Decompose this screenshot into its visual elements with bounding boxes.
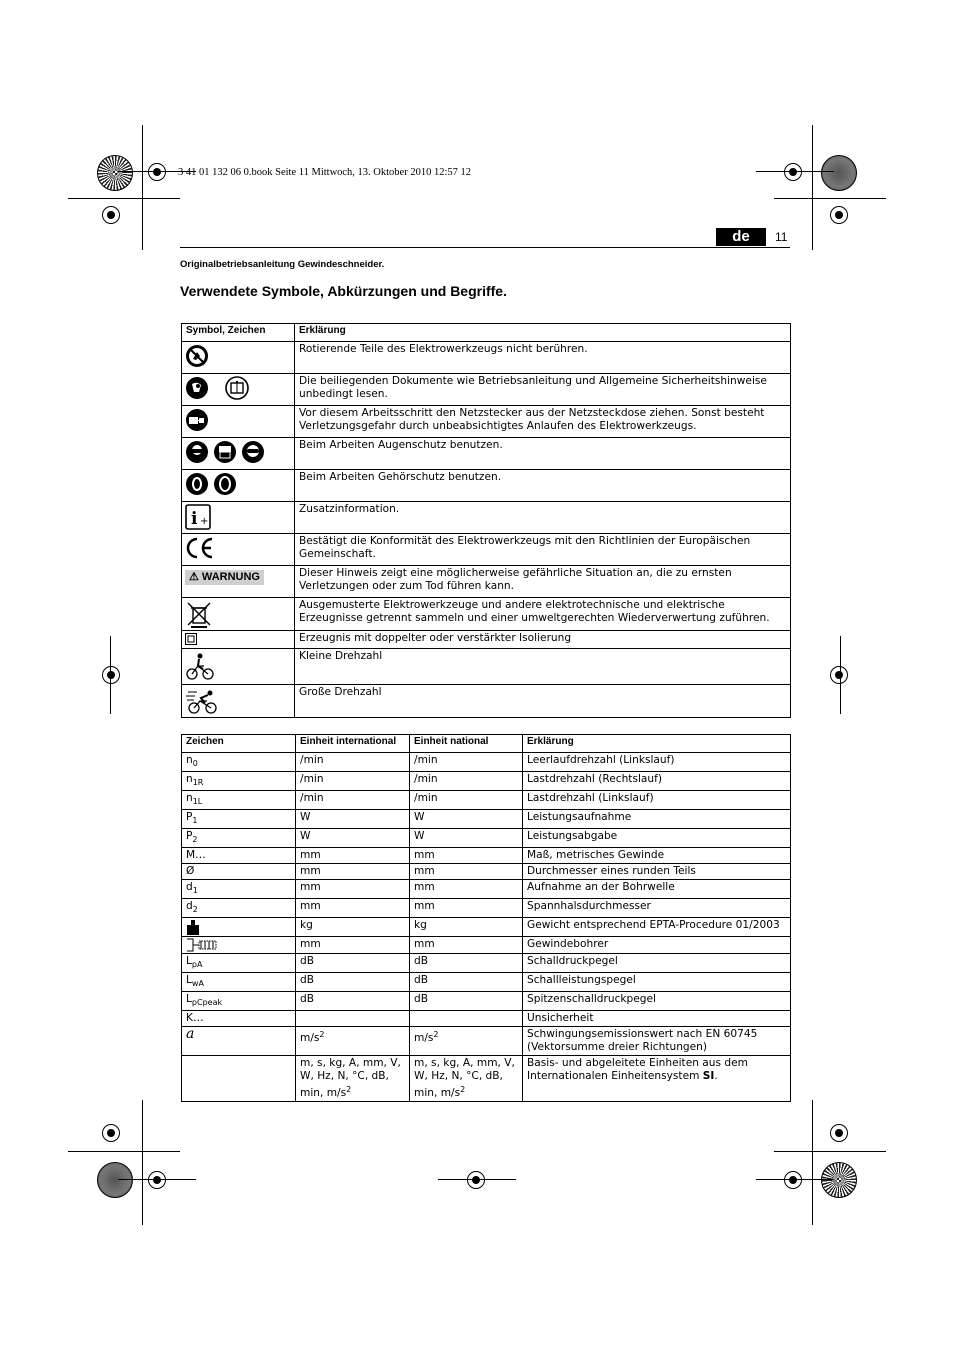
registration-mark	[102, 666, 120, 684]
svg-text:+: +	[200, 516, 209, 527]
units-row	[182, 992, 791, 1011]
unit-international-cell: mm	[296, 848, 410, 864]
unit-national-cell: /min	[410, 772, 523, 791]
symbols-table	[181, 323, 791, 718]
unit-international-cell: $m/s^2$	[296, 1027, 410, 1056]
unit-national-cell: W	[410, 810, 523, 829]
crop-line	[110, 636, 111, 714]
crop-line	[774, 198, 886, 199]
units-row	[182, 1027, 791, 1056]
registration-mark	[830, 206, 848, 224]
unit-symbol-cell: $L_{wA}$	[182, 973, 296, 992]
units-row	[182, 954, 791, 973]
registration-mark	[102, 206, 120, 224]
unit-symbol-cell	[182, 1056, 296, 1102]
unit-international-cell: mm	[296, 880, 410, 899]
symbols-row	[182, 649, 791, 685]
unit-international-cell: m, s, kg, A, mm, V, W, Hz, N, °C, dB, min, $m/s^2$	[296, 1056, 410, 1102]
unit-explanation-cell: Leistungsaufnahme	[523, 810, 791, 829]
symbol-cell	[182, 598, 295, 631]
unit-symbol-cell: M…	[182, 848, 296, 864]
units-table	[181, 734, 791, 1102]
symbol-cell	[182, 342, 295, 374]
explanation-cell: Vor diesem Arbeitsschritt den Netzstecker aus der Netzsteckdose ziehen. Sonst besteht Verletzungsgefahr durch unbeabsichtigtes Anlaufen des Elektrowerkzeugs.	[295, 406, 791, 438]
symbol-cell	[182, 566, 295, 598]
unit-explanation-cell: Schalldruckpegel	[523, 954, 791, 973]
crop-line	[68, 198, 180, 199]
units-header-national: Einheit national	[410, 735, 523, 753]
crop-line	[812, 125, 813, 250]
unit-national-cell: mm	[410, 880, 523, 899]
symbols-row	[182, 566, 791, 598]
units-row	[182, 864, 791, 880]
crop-line	[118, 1179, 196, 1180]
ce-mark-icon	[185, 536, 219, 548]
unit-national-cell: /min	[410, 791, 523, 810]
registration-mark	[784, 163, 802, 181]
symbol-cell	[182, 502, 295, 534]
unit-national-cell: $m/s^2$	[410, 1027, 523, 1056]
unit-explanation-cell: Spitzenschalldruckpegel	[523, 992, 791, 1011]
unit-explanation-cell: Maß, metrisches Gewinde	[523, 848, 791, 864]
units-header-explanation: Erklärung	[523, 735, 791, 753]
ear-protection-icon	[185, 472, 241, 484]
units-row	[182, 848, 791, 864]
unit-symbol-cell: Ø	[182, 864, 296, 880]
explanation-cell: Große Drehzahl	[295, 685, 791, 718]
page-number: 11	[775, 230, 788, 244]
unit-national-cell: m, s, kg, A, mm, V, W, Hz, N, °C, dB, min, $m/s^2$	[410, 1056, 523, 1102]
unit-international-cell: /min	[296, 772, 410, 791]
units-row	[182, 937, 791, 954]
unit-national-cell: kg	[410, 918, 523, 937]
symbol-cell	[182, 631, 295, 649]
unit-symbol-cell: $L_{pA}$	[182, 954, 296, 973]
explanation-cell: Zusatzinformation.	[295, 502, 791, 534]
unit-explanation-cell: Aufnahme an der Bohrwelle	[523, 880, 791, 899]
warning-badge-icon: ⚠ WARNUNG	[185, 570, 264, 585]
unit-explanation-cell: Unsicherheit	[523, 1011, 791, 1027]
crop-line	[756, 171, 834, 172]
unit-international-cell: mm	[296, 937, 410, 954]
unit-symbol-cell: $P_2$	[182, 829, 296, 848]
unit-national-cell: dB	[410, 954, 523, 973]
unit-symbol-cell: $L_{pCpeak}$	[182, 992, 296, 1011]
unit-national-cell: W	[410, 829, 523, 848]
symbols-row	[182, 631, 791, 649]
unit-symbol-cell	[182, 937, 296, 954]
unit-international-cell: mm	[296, 864, 410, 880]
units-row	[182, 1011, 791, 1027]
registration-mark	[148, 163, 166, 181]
document-subtitle: Originalbetriebsanleitung Gewindeschneider.	[180, 259, 385, 270]
eye-protection-icon	[185, 440, 269, 452]
symbol-cell	[182, 470, 295, 502]
crop-line	[142, 1100, 143, 1225]
units-row	[182, 753, 791, 772]
symbols-row	[182, 438, 791, 470]
symbols-row	[182, 598, 791, 631]
explanation-cell: Beim Arbeiten Gehörschutz benutzen.	[295, 470, 791, 502]
explanation-cell: Beim Arbeiten Augenschutz benutzen.	[295, 438, 791, 470]
explanation-cell: Bestätigt die Konformität des Elektrowerkzeugs mit den Richtlinien der Europäischen Gemeinschaft.	[295, 534, 791, 566]
symbols-row	[182, 470, 791, 502]
print-info-line: 3 41 01 132 06 0.book Seite 11 Mittwoch, 13. Oktober 2010 12:57 12	[178, 167, 472, 178]
unit-symbol-cell: a	[182, 1027, 296, 1056]
unit-national-cell: /min	[410, 753, 523, 772]
units-row	[182, 880, 791, 899]
units-row	[182, 810, 791, 829]
units-row	[182, 918, 791, 937]
explanation-cell: Die beiliegenden Dokumente wie Betriebsanleitung und Allgemeine Sicherheitshinweise unbedingt lesen.	[295, 374, 791, 406]
symbols-row	[182, 406, 791, 438]
units-row	[182, 973, 791, 992]
language-badge: de	[716, 228, 766, 246]
unit-symbol-cell: $P_1$	[182, 810, 296, 829]
unit-international-cell: W	[296, 810, 410, 829]
explanation-cell: Ausgemusterte Elektrowerkzeuge und andere elektrotechnische und elektrische Erzeugnisse getrennt sammeln und einer umweltgerechten Wiederverwertung zuführen.	[295, 598, 791, 631]
units-row	[182, 772, 791, 791]
unit-explanation-cell: Spannhalsdurchmesser	[523, 899, 791, 918]
unit-explanation-cell: Schwingungsemissionswert nach EN 60745 (Vektorsumme dreier Richtungen)	[523, 1027, 791, 1056]
units-row	[182, 899, 791, 918]
header-rule	[180, 247, 790, 248]
info-icon	[185, 504, 215, 529]
unit-explanation-cell: Durchmesser eines runden Teils	[523, 864, 791, 880]
unit-international-cell: mm	[296, 899, 410, 918]
unit-explanation-cell: Gewicht entsprechend EPTA-Procedure 01/2003	[523, 918, 791, 937]
unit-international-cell: /min	[296, 753, 410, 772]
unit-international-cell: kg	[296, 918, 410, 937]
symbol-cell	[182, 534, 295, 566]
grey-wheel-mark	[821, 155, 857, 191]
unit-symbol-cell: $n_{1R}$	[182, 772, 296, 791]
crop-line	[68, 1151, 180, 1152]
crop-line	[774, 1151, 886, 1152]
double-insulation-icon	[185, 633, 201, 645]
no-touch-rotating-parts-icon	[185, 344, 213, 356]
explanation-cell: Dieser Hinweis zeigt eine möglicherweise gefährliche Situation an, die zu ernsten Verletzungen oder zum Tod führen kann.	[295, 566, 791, 598]
read-manual-icon	[185, 376, 253, 388]
weee-bin-icon	[185, 600, 217, 612]
registration-mark	[784, 1171, 802, 1189]
unit-national-cell: mm	[410, 899, 523, 918]
high-speed-icon	[185, 687, 223, 699]
unit-international-cell: dB	[296, 973, 410, 992]
symbols-row	[182, 685, 791, 718]
units-row	[182, 791, 791, 810]
unit-national-cell: dB	[410, 973, 523, 992]
unit-international-cell	[296, 1011, 410, 1027]
unit-symbol-cell: $n_{1L}$	[182, 791, 296, 810]
crop-line	[840, 636, 841, 714]
unit-explanation-cell: Basis- und abgeleitete Einheiten aus dem Internationalen Einheitensystem SI.	[523, 1056, 791, 1102]
unit-national-cell: mm	[410, 937, 523, 954]
slow-speed-icon	[185, 651, 219, 663]
symbols-row	[182, 342, 791, 374]
units-header-symbol: Zeichen	[182, 735, 296, 753]
unit-international-cell: /min	[296, 791, 410, 810]
unplug-icon	[185, 408, 213, 420]
symbols-header-symbol: Symbol, Zeichen	[182, 324, 295, 342]
unit-international-cell: W	[296, 829, 410, 848]
symbols-row	[182, 374, 791, 406]
symbols-row	[182, 534, 791, 566]
symbol-cell	[182, 406, 295, 438]
registration-mark	[148, 1171, 166, 1189]
weight-icon	[186, 919, 204, 931]
symbol-cell	[182, 685, 295, 718]
color-wheel-mark	[97, 155, 133, 191]
unit-explanation-cell: Lastdrehzahl (Linkslauf)	[523, 791, 791, 810]
section-title: Verwendete Symbole, Abkürzungen und Begriffe.	[180, 283, 507, 299]
symbols-row	[182, 502, 791, 534]
unit-national-cell	[410, 1011, 523, 1027]
unit-symbol-cell: $d_2$	[182, 899, 296, 918]
crop-line	[142, 125, 143, 250]
explanation-cell: Kleine Drehzahl	[295, 649, 791, 685]
unit-explanation-cell: Gewindebohrer	[523, 937, 791, 954]
registration-mark	[830, 666, 848, 684]
unit-symbol-cell: $n_0$	[182, 753, 296, 772]
unit-symbol-cell	[182, 918, 296, 937]
registration-mark	[830, 1124, 848, 1142]
unit-national-cell: mm	[410, 864, 523, 880]
grey-wheel-mark	[97, 1162, 133, 1198]
units-row	[182, 1056, 791, 1102]
symbol-cell	[182, 438, 295, 470]
symbol-cell	[182, 649, 295, 685]
color-wheel-mark	[821, 1162, 857, 1198]
unit-explanation-cell: Lastdrehzahl (Rechtslauf)	[523, 772, 791, 791]
explanation-cell: Rotierende Teile des Elektrowerkzeugs nicht berühren.	[295, 342, 791, 374]
explanation-cell: Erzeugnis mit doppelter oder verstärkter Isolierung	[295, 631, 791, 649]
registration-mark	[102, 1124, 120, 1142]
unit-national-cell: dB	[410, 992, 523, 1011]
crop-line	[812, 1100, 813, 1225]
unit-international-cell: dB	[296, 954, 410, 973]
unit-international-cell: dB	[296, 992, 410, 1011]
registration-mark	[467, 1171, 485, 1189]
symbol-cell	[182, 374, 295, 406]
tap-drill-icon	[186, 938, 222, 950]
unit-explanation-cell: Leerlaufdrehzahl (Linkslauf)	[523, 753, 791, 772]
unit-symbol-cell: $d_1$	[182, 880, 296, 899]
unit-national-cell: mm	[410, 848, 523, 864]
units-row	[182, 829, 791, 848]
unit-symbol-cell: K…	[182, 1011, 296, 1027]
unit-explanation-cell: Schallleistungspegel	[523, 973, 791, 992]
unit-explanation-cell: Leistungsabgabe	[523, 829, 791, 848]
symbols-header-explanation: Erklärung	[295, 324, 791, 342]
units-header-international: Einheit international	[296, 735, 410, 753]
crop-line	[756, 1179, 834, 1180]
svg-text:i: i	[191, 509, 198, 529]
crop-line	[438, 1179, 516, 1180]
